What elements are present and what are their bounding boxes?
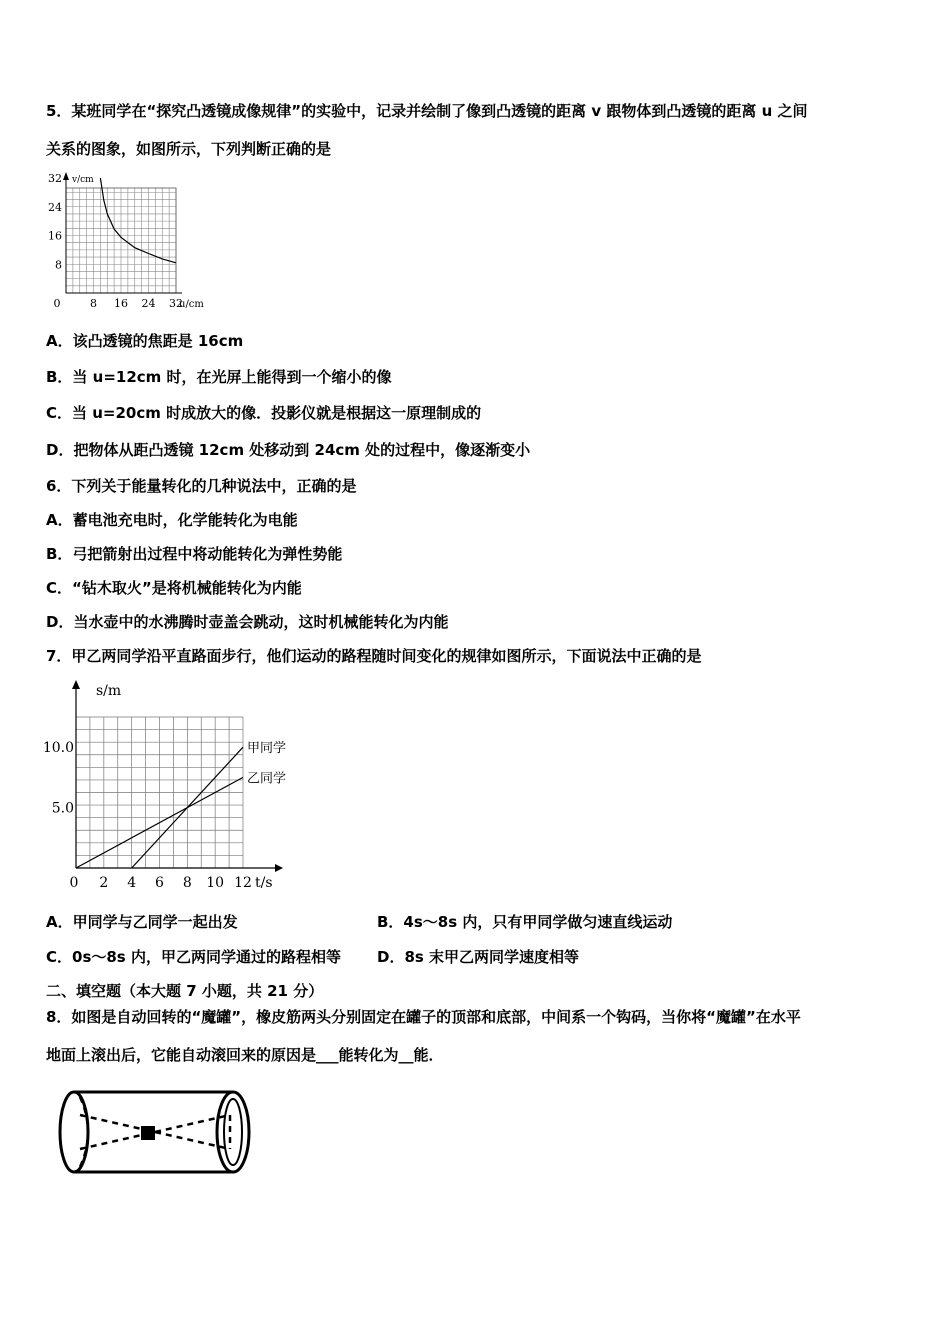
- x-tick-label: 0: [53, 297, 61, 310]
- q6-stem: 6．下列关于能量转化的几种说法中，正确的是: [46, 477, 357, 495]
- q5-stem-line1: 5．某班同学在“探究凸透镜成像规律”的实验中，记录并绘制了像到凸透镜的距离 v 跟物体到凸透镜的距离 u 之间: [46, 102, 808, 120]
- x-tick-label: 24: [141, 297, 156, 310]
- x-axis-label: u/cm: [179, 299, 204, 310]
- q5-option-b: B．当 u=12cm 时，在光屏上能得到一个缩小的像: [46, 368, 392, 386]
- magic-can-figure: [50, 1085, 260, 1180]
- q5-option-c: C．当 u=20cm 时成放大的像．投影仪就是根据这一原理制成的: [46, 404, 482, 422]
- q5-option-d: D．把物体从距凸透镜 12cm 处移动到 24cm 处的过程中，像逐渐变小: [46, 441, 531, 459]
- x-tick-label: 8: [90, 297, 97, 310]
- x-axis-label: t/s: [255, 875, 273, 891]
- q8-stem-line1: 8．如图是自动回转的“魔罐”，橡皮筋两头分别固定在罐子的顶部和底部，中间系一个钩码，当你将“魔罐”在水平: [46, 1008, 801, 1026]
- y-tick-label: 16: [48, 229, 62, 243]
- q6-option-c: C．“钻木取火”是将机械能转化为内能: [46, 579, 302, 597]
- can-left-end: [60, 1092, 88, 1172]
- q7-option-c: C．0s～8s 内，甲乙两同学通过的路程相等: [46, 948, 341, 966]
- can-right-end: [217, 1092, 249, 1172]
- x-tick-label: 32: [169, 297, 183, 310]
- y-axis-label: s/m: [96, 683, 122, 699]
- y-tick-label: 5.0: [51, 800, 74, 817]
- x-tick-label: 2: [99, 875, 109, 891]
- q8-stem-line2: 地面上滚出后，它能自动滚回来的原因是___能转化为__能．: [46, 1046, 444, 1064]
- x-axis-arrow: [275, 864, 283, 872]
- x-tick-label: 16: [114, 297, 128, 310]
- q7-option-b: B．4s～8s 内，只有甲同学做匀速直线运动: [377, 913, 673, 931]
- y-axis-arrow: [63, 172, 69, 180]
- x-tick-label: 10: [206, 875, 225, 891]
- q6-option-b: B．弓把箭射出过程中将动能转化为弹性势能: [46, 545, 343, 563]
- q6-option-d: D．当水壶中的水沸腾时壶盖会跳动，这时机械能转化为内能: [46, 613, 449, 631]
- q6-option-a: A．蓄电池充电时，化学能转化为电能: [46, 511, 298, 529]
- x-tick-label: 12: [234, 875, 252, 891]
- series-label-yi: 乙同学: [247, 771, 287, 787]
- section-title: 二、填空题（本大题 7 小题，共 21 分）: [46, 982, 324, 1000]
- vu-graph: [40, 168, 230, 313]
- st-graph: [40, 675, 310, 895]
- y-tick-label: 32: [48, 172, 62, 185]
- q5-stem-line2: 关系的图象，如图所示，下列判断正确的是: [46, 140, 332, 158]
- y-tick-label: 24: [48, 200, 62, 214]
- y-axis-label: v/cm: [72, 175, 94, 185]
- x-tick-label: 4: [127, 875, 137, 891]
- q7-option-d: D．8s 末甲乙两同学速度相等: [377, 948, 580, 966]
- x-tick-label: 6: [155, 875, 164, 891]
- x-tick-label: 0: [69, 875, 79, 891]
- y-tick-label: 8: [55, 258, 62, 272]
- y-tick-label: 10.0: [42, 740, 74, 757]
- hook-weight: [141, 1126, 155, 1140]
- q7-stem: 7．甲乙两同学沿平直路面步行，他们运动的路程随时间变化的规律如图所示，下面说法中正确的是: [46, 647, 702, 665]
- y-axis-arrow: [72, 680, 80, 689]
- can-right-rim: [224, 1099, 242, 1165]
- x-tick-label: 8: [182, 875, 192, 891]
- series-label-jia: 甲同学: [247, 741, 287, 757]
- q7-option-a: A．甲同学与乙同学一起出发: [46, 913, 238, 931]
- q5-option-a: A．该凸透镜的焦距是 16cm: [46, 332, 244, 350]
